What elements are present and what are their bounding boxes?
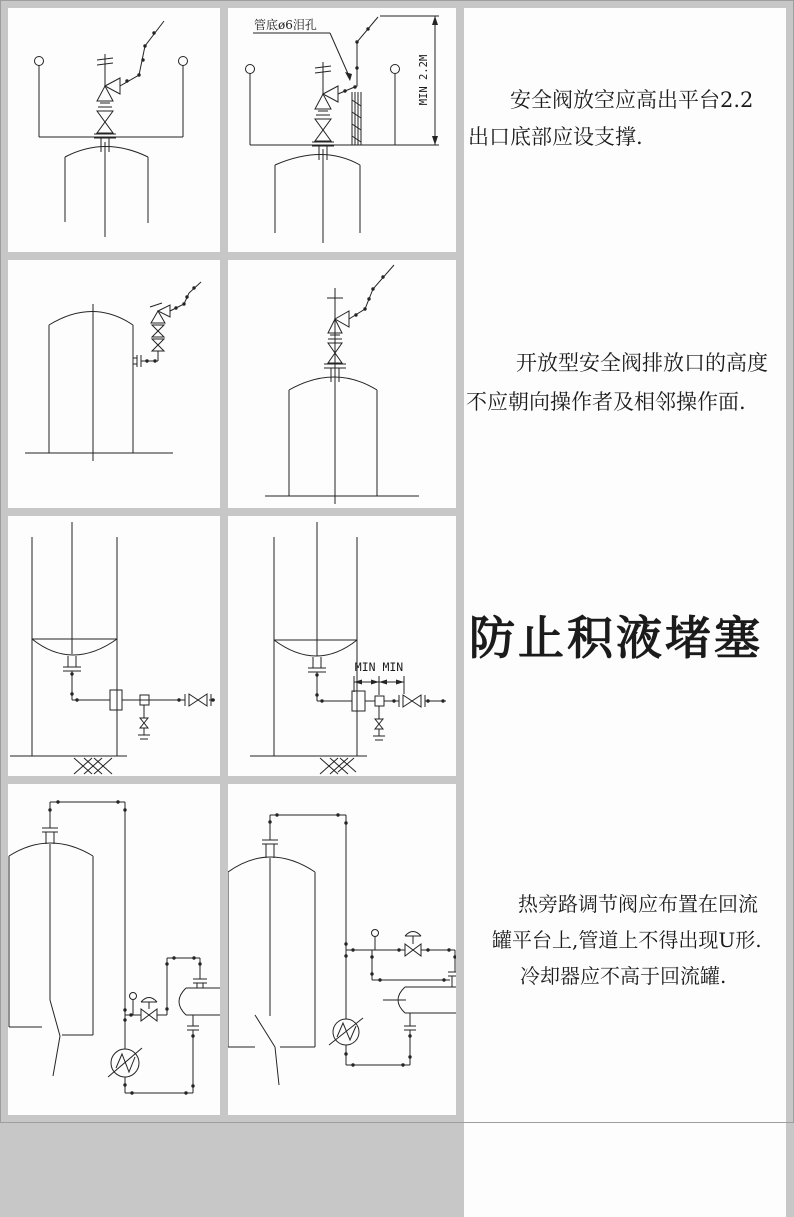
block-valve <box>399 695 425 707</box>
note-line: 出口底部应设支撑. <box>468 125 643 149</box>
safety-valve-assembly <box>150 303 170 361</box>
platform-railing <box>246 65 440 146</box>
ground-hatch <box>250 756 367 774</box>
dished-head <box>274 640 357 677</box>
discharge-pipe <box>338 17 378 94</box>
note-line: 罐平台上,管道上不得出现U形. <box>492 928 762 952</box>
note-row-4 <box>464 784 786 1217</box>
side-valve-diagram <box>8 260 220 508</box>
discharge-pipe <box>120 21 164 86</box>
diagram-top-mounted-valve <box>228 260 456 508</box>
valve-actuator <box>405 932 421 937</box>
hot-bypass-diagram-a <box>8 784 220 1115</box>
note-line: 防止积液堵塞 <box>469 611 763 665</box>
instrument-bubble <box>372 930 379 951</box>
weep-hole-label: 管底ø6泪孔 <box>254 18 317 32</box>
diagram-hot-bypass-a <box>8 784 220 1115</box>
pipe-support-column <box>352 92 361 145</box>
top-valve-diagram <box>228 260 456 508</box>
min-height-dimension <box>380 16 439 145</box>
min-spacing-dim-text: MIN MIN <box>354 660 404 674</box>
diagram-column-drain-plain <box>8 516 220 776</box>
cooler-outlet-line <box>344 1013 416 1067</box>
min-spacing-dimension <box>354 660 404 695</box>
column-vessel <box>9 843 93 1076</box>
ground-hatch <box>10 756 127 774</box>
cooler <box>329 1018 363 1045</box>
diagram-hot-bypass-b <box>228 784 456 1115</box>
diagram-safety-valve-dimensioned <box>228 8 456 252</box>
break-line <box>255 1015 279 1085</box>
safety-valve-vent-dim-diagram <box>228 8 456 252</box>
vessel <box>275 149 360 243</box>
note-line: 冷却器应不高于回流罐. <box>520 964 727 988</box>
hot-bypass-diagram-b <box>228 784 456 1115</box>
drain-piping <box>315 672 446 711</box>
valve-actuator <box>141 998 157 1003</box>
weep-hole-callout <box>253 17 352 81</box>
reflux-drum <box>383 987 456 1013</box>
diagram-side-mounted-valve <box>8 260 220 508</box>
bypass-return-line <box>370 950 450 982</box>
discharge-pipe <box>349 265 394 319</box>
note-line: 安全阀放空应高出平台2.2 <box>510 88 754 112</box>
overhead-line <box>42 800 127 1049</box>
vessel <box>25 304 173 461</box>
column-vessel <box>228 857 315 1085</box>
note-line: 开放型安全阀排放口的高度 <box>516 351 768 375</box>
overhead-line <box>262 813 348 1019</box>
drain-branch <box>373 696 385 740</box>
control-valve-branch <box>123 956 201 1021</box>
safety-valve-vent-diagram <box>8 8 220 252</box>
side-nozzle <box>133 355 158 367</box>
control-valve-branch <box>344 932 456 988</box>
instrument-bubble <box>130 993 137 1016</box>
column-shell <box>274 522 357 756</box>
safety-valve-stack <box>324 298 349 382</box>
discharge-pipe <box>170 282 201 311</box>
diagram-column-drain-dimensioned <box>228 516 456 776</box>
vessel <box>265 288 419 504</box>
cooler <box>108 1048 142 1077</box>
drain-piping <box>70 671 215 710</box>
note-line: 热旁路调节阀应布置在回流 <box>518 892 758 916</box>
block-valve <box>185 694 211 706</box>
column-drain-dim-diagram <box>228 516 456 776</box>
dished-head <box>32 639 117 676</box>
break-line <box>50 1000 60 1076</box>
column-drain-diagram <box>8 516 220 776</box>
drain-branch <box>138 695 150 739</box>
min-height-dim-text: MIN 2.2M <box>418 54 430 106</box>
reflux-drum <box>179 979 220 1015</box>
diagram-safety-valve-plain <box>8 8 220 252</box>
note-line: 不应朝向操作者及相邻操作面. <box>466 390 746 414</box>
vessel <box>65 142 148 237</box>
